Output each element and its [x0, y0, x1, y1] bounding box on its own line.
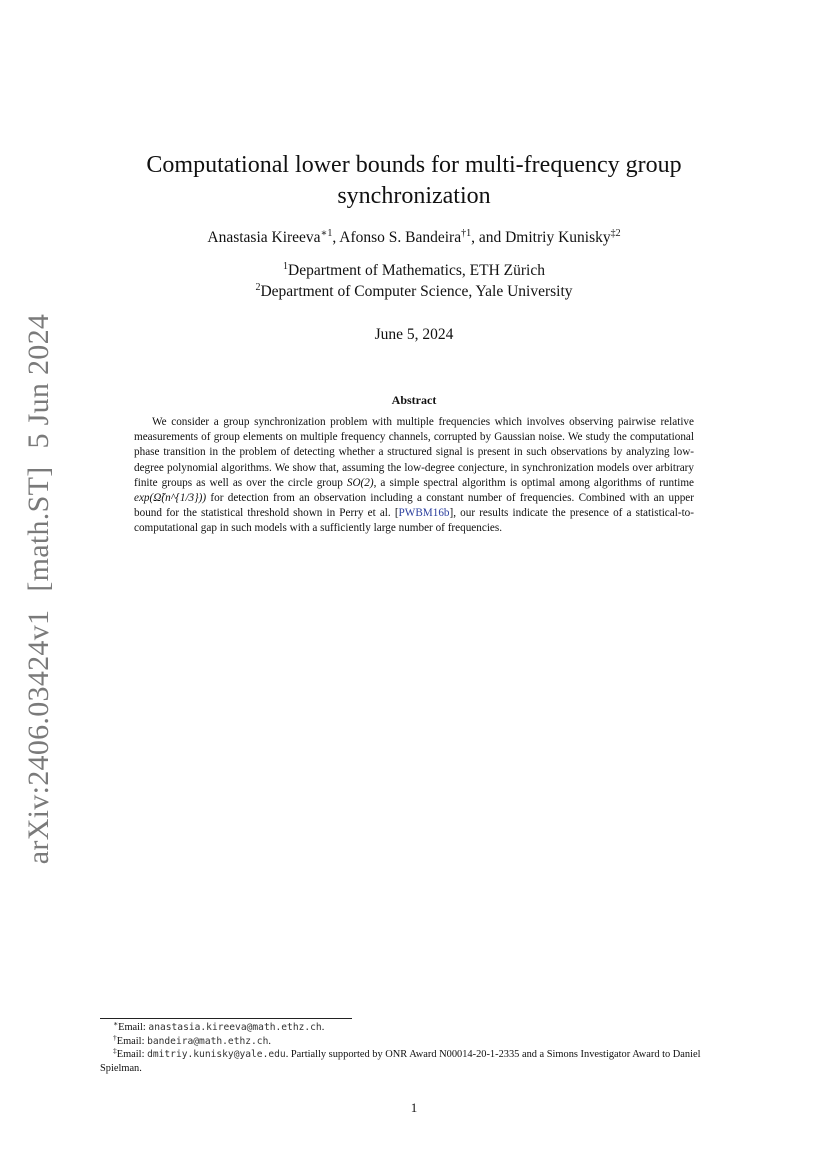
footnote: [100, 1032, 732, 1049]
author-separator: ,: [332, 229, 340, 246]
arxiv-category: [math.ST]: [22, 466, 55, 592]
affiliation-line: [100, 281, 728, 302]
footnote-suffix: .: [268, 1035, 271, 1047]
abstract-body: [134, 415, 694, 537]
abstract-text: , a simple spectral algorithm is optimal among algorithms of runtime: [373, 476, 694, 489]
citation-link[interactable]: PWBM16b: [398, 507, 450, 520]
footnote-mark: ∗: [113, 1019, 119, 1028]
affiliation-line: [100, 260, 728, 281]
footnote-label: Email:: [118, 1022, 149, 1033]
author-affiliation-mark: †1: [461, 228, 472, 239]
footnote-suffix: . Partially supported by ONR Award N00014-20-1-2335 and a Simons Investigator Award to Daniel Spielman.: [100, 1049, 701, 1074]
email-link[interactable]: bandeira@math.ethz.ch: [147, 1035, 269, 1047]
affiliation-text: Department of Mathematics, ETH Zürich: [288, 262, 545, 279]
page-number: 1: [410, 1100, 418, 1115]
arxiv-date: 5 Jun 2024: [22, 313, 55, 449]
abstract-text: for detection from an observation including a constant number of frequencies. Combined with an upper bound for the statistical threshold shown in Perry et al. [: [134, 492, 694, 520]
footnote: [100, 1021, 732, 1035]
arxiv-identifier-stamp: [24, 296, 54, 864]
math-runtime: exp(Ω̃(n^{1/3})): [134, 492, 207, 505]
math-so2: SO(2): [346, 476, 374, 489]
affiliation-text: Department of Computer Science, Yale University: [260, 283, 573, 300]
footnote-mark: ‡: [113, 1046, 117, 1056]
abstract-text: ], our results indicate the presence of a statistical-to-computational gap in such models with a sufficiently large number of frequencies.: [134, 507, 694, 535]
author-affiliation-mark: ∗1: [320, 228, 333, 239]
footnote-label: Email:: [116, 1049, 148, 1061]
arxiv-id: arXiv:2406.03424v1: [22, 609, 55, 865]
footnote-list: [100, 1021, 732, 1075]
author-name: Dmitriy Kunisky: [505, 229, 611, 246]
author-separator: , and: [471, 229, 506, 246]
author-name: Anastasia Kireeva: [207, 229, 321, 246]
footnote-divider: [100, 1018, 352, 1019]
email-link[interactable]: anastasia.kireeva@math.ethz.ch: [148, 1022, 322, 1033]
author-name: Afonso S. Bandeira: [339, 229, 462, 246]
abstract-heading: Abstract: [391, 393, 437, 407]
footnote-mark: †: [113, 1032, 117, 1042]
email-link[interactable]: dmitriy.kunisky@yale.edu: [147, 1049, 286, 1061]
affiliation-mark: 2: [255, 282, 261, 293]
footnote: [100, 1048, 732, 1075]
author-affiliation-mark: ‡2: [610, 228, 621, 239]
footnote-label: Email:: [116, 1035, 148, 1047]
affiliation-list: [100, 260, 728, 302]
paper-title: Computational lower bounds for multi-frequency group synchronization: [146, 152, 682, 209]
affiliation-mark: 1: [283, 261, 289, 272]
author-list: [100, 228, 728, 248]
footnote-suffix: .: [321, 1022, 325, 1033]
publication-date: June 5, 2024: [374, 326, 454, 343]
abstract-text: We consider a group synchronization problem with multiple frequencies which involves observing pairwise relative measurements of group elements on multiple frequency channels, corrupted by Gaussian noise. We study the computational phase transition in the problem of detecting whether a structured signal is present in such observations by analyzing low-degree polynomial algorithms. We show that, assuming the low-degree conjecture, in synchronization models over arbitrary finite groups as well as over the circle group: [134, 416, 694, 489]
